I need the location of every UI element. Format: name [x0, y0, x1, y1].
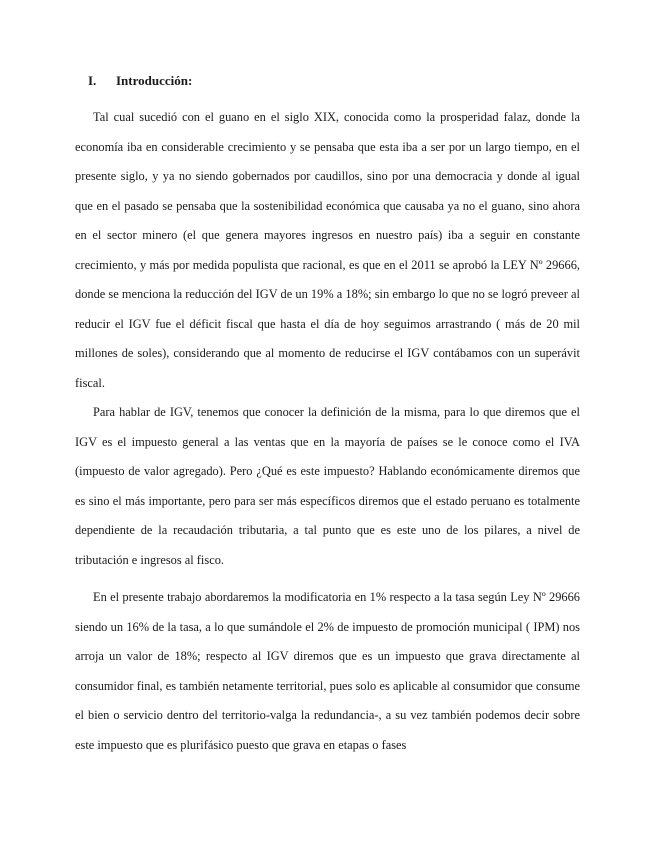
paragraph-1: Tal cual sucedió con el guano en el siglo XIX, conocida como la prosperidad falaz, donde la economía iba en considerable crecimiento y se pensaba que esta iba a ser por un largo tiempo, en el presente siglo, y ya no siendo gobernados por caudillos, sino por una democracia y donde al igual que en el pasado se pensaba que la sostenibilidad económica que causaba ya no el guano, sino ahora en el sector minero (el que genera mayores ingresos en nuestro país) iba a seguir en constante crecimiento, y más por medida populista que racional, es que en el 2011 se aprobó la LEY Nº 29666, donde se menciona la reducción del IGV de un 19% a 18%; sin embargo lo que no se logró preveer al reducir el IGV fue el déficit fiscal que hasta el día de hoy seguimos arrastrando ( más de 20 mil millones de soles), considerando que al momento de reducirse el IGV contábamos con un superávit fiscal. — [75, 110, 580, 390]
section-number: I. — [88, 73, 97, 88]
body-text — [75, 103, 580, 760]
section-heading — [88, 73, 192, 89]
paragraph-3: En el presente trabajo abordaremos la modificatoria en 1% respecto a la tasa según Ley Nº 29666 siendo un 16% de la tasa, a lo que sumándole el 2% de impuesto de promoción municipal ( IPM) nos arroja un valor de 18%; respecto al IGV diremos que es un impuesto que grava directamente al consumidor final, es también netamente territorial, pues solo es aplicable al consumidor que consume el bien o servicio dentro del territorio-valga la redundancia-, a su vez también podemos decir sobre este impuesto que es plurifásico puesto que grava en etapas o fases — [75, 590, 580, 752]
paragraph-2: Para hablar de IGV, tenemos que conocer la definición de la misma, para lo que diremos que el IGV es el impuesto general a las ventas que en la mayoría de países se le conoce como el IVA (impuesto de valor agregado). Pero ¿Qué es este impuesto? Hablando económicamente diremos que es sino el más importante, pero para ser más específicos diremos que el estado peruano es totalmente dependiente de la recaudación tributaria, a tal punto que es este uno de los pilares, a nivel de tributación e ingresos al fisco. — [75, 405, 580, 567]
section-title: Introducción: — [116, 73, 193, 88]
